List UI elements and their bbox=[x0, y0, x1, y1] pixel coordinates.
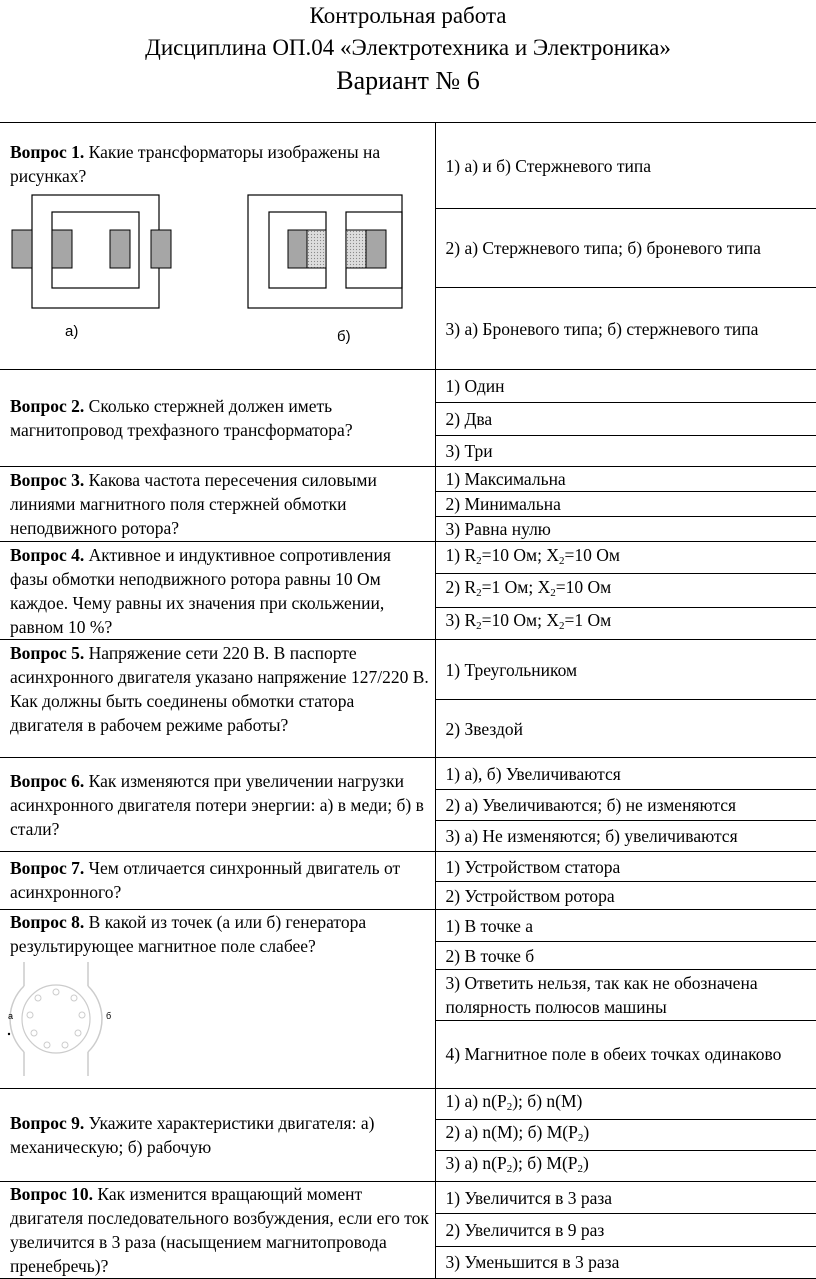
question-cell bbox=[0, 542, 435, 640]
question-row-7 bbox=[0, 852, 816, 882]
answer-option[interactable]: 2) Устройством ротора bbox=[435, 882, 816, 910]
answer-option[interactable]: 2) Звездой bbox=[435, 700, 816, 758]
question-label: Вопрос 10. bbox=[10, 1184, 94, 1204]
answer-option[interactable]: 2) В точке б bbox=[435, 942, 816, 970]
answer-option[interactable]: 1) $R_2=10$ Ом; $X_2=10$ Ом bbox=[435, 542, 816, 574]
question-cell bbox=[0, 370, 435, 467]
question-row-2 bbox=[0, 370, 816, 403]
question-row-8 bbox=[0, 910, 816, 942]
answer-option[interactable]: 1) а) и б) Стержневого типа bbox=[435, 123, 816, 209]
answer-option[interactable]: 2) а) Увеличиваются; б) не изменяются bbox=[435, 790, 816, 821]
question-text: Как изменяются при увеличении нагрузки асинхронного двигателя потери энергии: а) в меди; б) в стали? bbox=[10, 770, 424, 839]
question-cell bbox=[0, 467, 435, 542]
question-text: Как изменится вращающий момент двигателя последовательного возбуждения, если его ток увеличится в 3 раза (насыщением магнитопровода пренебречь)? bbox=[10, 1184, 429, 1276]
answer-option[interactable]: 2) Увеличится в 9 раз bbox=[435, 1214, 816, 1246]
answer-option[interactable]: 3) Равна нулю bbox=[435, 517, 816, 542]
question-row-9 bbox=[0, 1089, 816, 1120]
answer-option[interactable]: 2) Минимальна bbox=[435, 492, 816, 517]
question-text: В какой из точек (а или б) генератора результирующее магнитное поле слабее? bbox=[10, 912, 367, 956]
question-label: Вопрос 4. bbox=[10, 545, 85, 565]
question-label: Вопрос 7. bbox=[10, 858, 85, 878]
answer-option[interactable]: 3) а) $n(P_2)$; б) $M(P_2)$ bbox=[435, 1151, 816, 1182]
figure-label-b: б) bbox=[337, 328, 351, 345]
transformer-b bbox=[248, 195, 402, 308]
answer-option[interactable]: 1) а) $n(P_2)$; б) n(M) bbox=[435, 1089, 816, 1120]
question-row-1 bbox=[0, 123, 816, 209]
question-label: Вопрос 2. bbox=[10, 396, 85, 416]
answer-option[interactable]: 3) Ответить нельзя, так как не обозначена полярность полюсов машины bbox=[435, 970, 816, 1020]
transformer-a bbox=[12, 195, 171, 308]
question-cell bbox=[0, 123, 435, 370]
question-label: Вопрос 9. bbox=[10, 1113, 85, 1133]
point-label-a: а bbox=[8, 1011, 14, 1021]
question-cell bbox=[0, 910, 435, 1089]
answer-option[interactable]: 1) Один bbox=[435, 370, 816, 403]
answer-option[interactable]: 2) $R_2=1$ Ом; $X_2=10$ Ом bbox=[435, 574, 816, 607]
title-line-2: Дисциплина ОП.04 «Электротехника и Электроника» bbox=[145, 35, 671, 60]
question-label: Вопрос 5. bbox=[10, 643, 85, 663]
question-row-6 bbox=[0, 758, 816, 790]
answer-option[interactable]: 3) $R_2=10$ Ом; $X_2=1$ Ом bbox=[435, 607, 816, 639]
question-cell bbox=[0, 640, 435, 758]
question-cell bbox=[0, 758, 435, 852]
question-row-10 bbox=[0, 1182, 816, 1214]
title-line-1: Контрольная работа bbox=[309, 3, 507, 28]
title-line-3: Вариант № 6 bbox=[336, 66, 480, 95]
answer-option[interactable]: 3) а) Не изменяются; б) увеличиваются bbox=[435, 821, 816, 852]
question-text: Сколько стержней должен иметь магнитопровод трехфазного трансформатора? bbox=[10, 396, 353, 440]
question-text: Какова частота пересечения силовыми линиями магнитного поля стержней обмотки неподвижного ротора? bbox=[10, 470, 377, 538]
question-row-4 bbox=[0, 542, 816, 574]
answer-option[interactable]: 3) Три bbox=[435, 436, 816, 467]
figure-label-a: а) bbox=[65, 323, 79, 340]
transformer-figure bbox=[10, 188, 430, 368]
answer-option[interactable]: 1) Устройством статора bbox=[435, 852, 816, 882]
question-cell bbox=[0, 1089, 435, 1182]
question-text: Какие трансформаторы изображены на рисунках? bbox=[10, 142, 381, 186]
test-table bbox=[0, 122, 816, 1279]
answer-option[interactable]: 3) Уменьшится в 3 раза bbox=[435, 1246, 816, 1278]
answer-option[interactable]: 2) Два bbox=[435, 403, 816, 436]
question-text: Укажите характеристики двигателя: а) механическую; б) рабочую bbox=[10, 1113, 375, 1157]
answer-option[interactable]: 2) а) Стержневого типа; б) броневого типа bbox=[435, 209, 816, 288]
question-label: Вопрос 8. bbox=[10, 912, 85, 932]
answer-option[interactable]: 1) Максимальна bbox=[435, 467, 816, 492]
answer-option[interactable]: 1) Треугольником bbox=[435, 640, 816, 700]
question-row-3 bbox=[0, 467, 816, 492]
question-text: Активное и индуктивное сопротивления фазы обмотки неподвижного ротора равны 10 Ом каждое. Чему равны их значения при скольжении, равном 10 %? bbox=[10, 545, 391, 637]
question-text: Чем отличается синхронный двигатель от асинхронного? bbox=[10, 858, 401, 902]
question-text: Напряжение сети 220 В. В паспорте асинхронного двигателя указано напряжение 127/220 В. Как должны быть соединены обмотки статора двигателя в рабочем режиме работы? bbox=[10, 643, 429, 735]
question-label: Вопрос 3. bbox=[10, 470, 85, 490]
question-label: Вопрос 6. bbox=[10, 770, 85, 791]
answer-option[interactable]: 2) а) n(M); б) $M(P_2)$ bbox=[435, 1120, 816, 1151]
question-cell bbox=[0, 852, 435, 910]
question-row-5 bbox=[0, 640, 816, 700]
question-cell bbox=[0, 1182, 435, 1279]
point-label-b: б bbox=[106, 1011, 112, 1021]
question-label: Вопрос 1. bbox=[10, 142, 85, 162]
answer-option[interactable]: 4) Магнитное поле в обеих точках одинаково bbox=[435, 1020, 816, 1088]
answer-option[interactable]: 1) Увеличится в 3 раза bbox=[435, 1182, 816, 1214]
answer-option[interactable]: 1) а), б) Увеличиваются bbox=[435, 758, 816, 790]
answer-option[interactable]: 1) В точке а bbox=[435, 910, 816, 942]
generator-figure bbox=[2, 958, 132, 1088]
answer-option[interactable]: 3) а) Броневого типа; б) стержневого типа bbox=[435, 288, 816, 370]
